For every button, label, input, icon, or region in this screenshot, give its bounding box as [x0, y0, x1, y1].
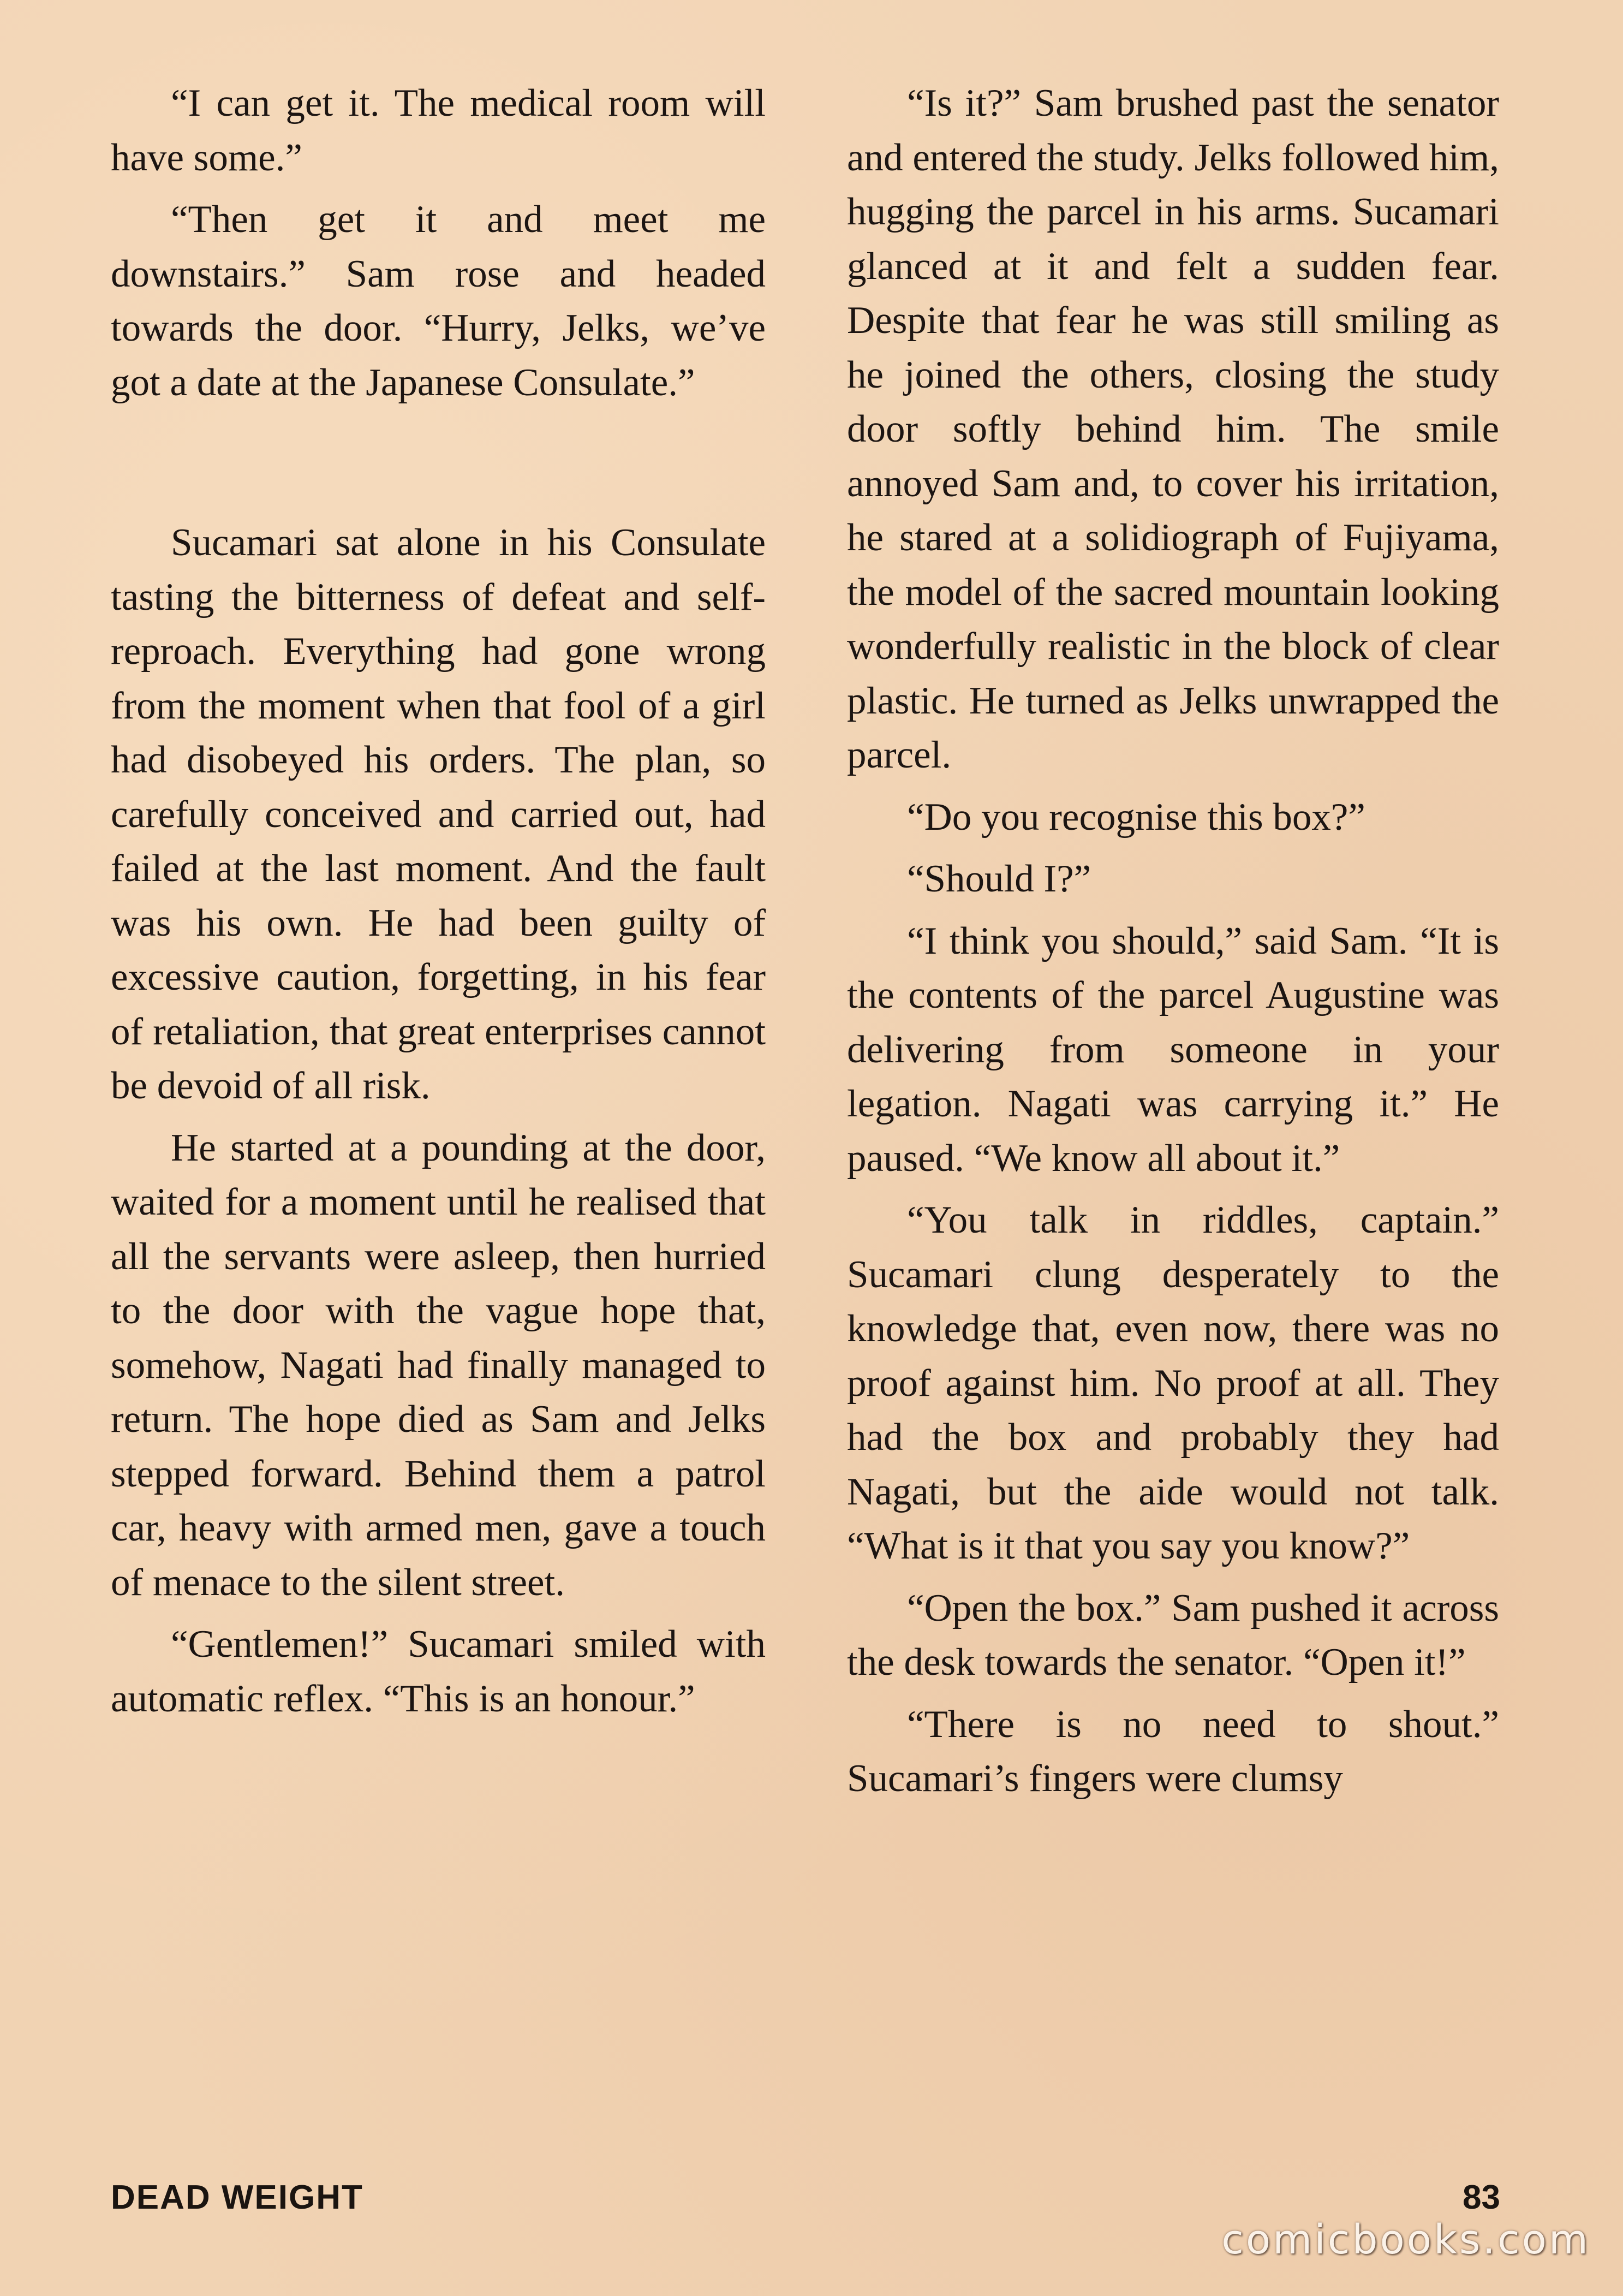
paragraph: He started at a pounding at the door, waited for a moment until he realised that all the servants were asleep, then hurried to the door with the vague hope that, somehow, Nagati had finally managed to return. The hope died as Sam and Jelks stepped forward. Behind them a patrol car, heavy with armed men, gave a touch of menace to the silent street. — [111, 1126, 766, 1604]
right-column — [847, 76, 1499, 1814]
running-footer-title: DEAD WEIGHT — [111, 2179, 363, 2216]
left-column — [111, 76, 766, 1734]
paragraph: “Should I?” — [907, 858, 1091, 900]
page-number: 83 — [1463, 2179, 1500, 2216]
section-break — [111, 418, 766, 516]
paragraph: “There is no need to shout.” Sucamari’s fingers were clumsy — [847, 1703, 1499, 1800]
paragraph: “Do you recognise this box?” — [907, 795, 1365, 838]
site-watermark: comicbooks.com — [1221, 2216, 1590, 2263]
paragraph: Sucamari sat alone in his Consulate tasting the bitterness of defeat and self-reproach. Everything had gone wrong from the moment when that fool of a girl had disobeyed his orders. The plan, so carefully conceived and carried out, had failed at the last moment. And the fault was his own. He had been guilty of excessive caution, forgetting, in his fear of retaliation, that great enterprises cannot be devoid of all risk. — [111, 521, 766, 1107]
paragraph: “You talk in riddles, captain.” Sucamari clung desperately to the knowledge that, even now, there was no proof against him. No proof at all. They had the box and probably they had Nagati, but the aide would not talk. “What is it that you say you know?” — [847, 1199, 1499, 1567]
paragraph: “Open the box.” Sam pushed it across the desk towards the senator. “Open it!” — [847, 1586, 1499, 1684]
paragraph: “Then get it and meet me downstairs.” Sam rose and headed towards the door. “Hurry, Jelks, we’ve got a date at the Japanese Consulate.” — [111, 198, 766, 404]
paragraph: “I can get it. The medical room will have some.” — [111, 82, 766, 179]
paragraph: “Is it?” Sam brushed past the senator and entered the study. Jelks followed him, hugging the parcel in his arms. Sucamari glanced at it and felt a sudden fear. Despite that fear he was still smiling as he joined the others, closing the study door softly behind him. The smile annoyed Sam and, to cover his irritation, he stared at a solidiograph of Fujiyama, the model of the sacred mountain looking wonderfully realistic in the block of clear plastic. He turned as Jelks unwrapped the parcel. — [847, 82, 1499, 776]
paragraph: “I think you should,” said Sam. “It is the contents of the parcel Augustine was delivering from someone in your legation. Nagati was carrying it.” He paused. “We know all about it.” — [847, 919, 1499, 1180]
paragraph: “Gentlemen!” Sucamari smiled with automatic reflex. “This is an honour.” — [111, 1623, 766, 1720]
